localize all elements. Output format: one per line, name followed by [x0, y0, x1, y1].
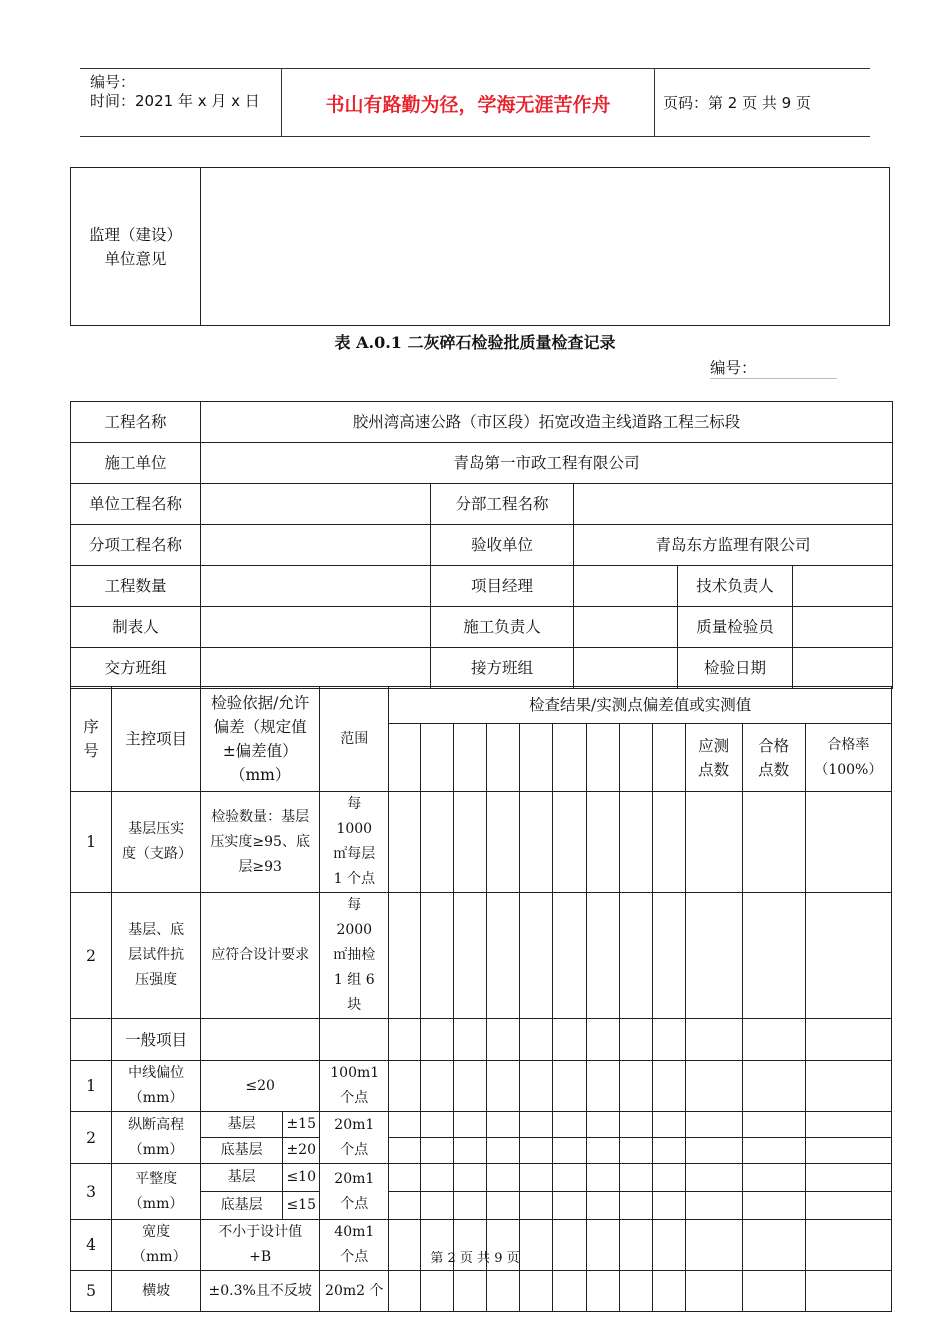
- motto: 书山有路勤为径，学海无涯苦作舟: [325, 94, 611, 116]
- table-title: 表 A.0.1 二灰碎石检验批质量检查记录: [334, 333, 616, 352]
- unit-project-value[interactable]: [201, 484, 431, 525]
- pass-rate-header: 合格率（100%）: [805, 724, 891, 792]
- header-divider: [654, 69, 655, 136]
- result-cell[interactable]: [520, 1112, 553, 1138]
- result-cell[interactable]: [389, 724, 421, 792]
- tabulator-value[interactable]: [201, 607, 431, 648]
- result-cell[interactable]: [619, 1138, 652, 1164]
- page-footer: 第 2 页 共 9 页: [430, 1251, 520, 1266]
- basis-header: 检验依据/允许偏差（规定值±偏差值）（mm）: [201, 687, 320, 792]
- result-cell[interactable]: [487, 1112, 520, 1138]
- result-cell[interactable]: [487, 1164, 520, 1192]
- result-cell[interactable]: [619, 792, 652, 893]
- row-no: 2: [71, 1112, 112, 1164]
- row-item: 基层压实度（支路）: [112, 792, 201, 893]
- result-cell[interactable]: [454, 792, 487, 893]
- result-cell[interactable]: [685, 893, 742, 1019]
- result-cell[interactable]: [520, 792, 553, 893]
- result-cell[interactable]: [652, 1138, 685, 1164]
- construction-lead-label: 施工负责人: [431, 607, 574, 648]
- row-range: 每 1000 ㎡每层 1 个点: [320, 792, 389, 893]
- row-basis: 应符合设计要求: [201, 893, 320, 1019]
- result-cell[interactable]: [421, 1112, 454, 1138]
- table-row: [71, 1271, 892, 1312]
- result-cell[interactable]: [652, 893, 685, 1019]
- check-table: [70, 686, 892, 1312]
- result-cell[interactable]: [619, 893, 652, 1019]
- result-cell[interactable]: [553, 1019, 586, 1061]
- result-cell[interactable]: [487, 1061, 520, 1112]
- result-cell[interactable]: [805, 1138, 891, 1164]
- result-cell[interactable]: [454, 1112, 487, 1138]
- row-range: 20m1 个点: [320, 1164, 389, 1220]
- record-number-label: 编号：: [710, 356, 837, 379]
- row-no: [71, 1019, 112, 1061]
- inspector-label: 质量检验员: [678, 607, 793, 648]
- row-no: 2: [71, 893, 112, 1019]
- result-cell[interactable]: [389, 792, 421, 893]
- result-cell[interactable]: [805, 1061, 891, 1112]
- row-tolerance: ≤10: [283, 1164, 320, 1192]
- construction-lead-value[interactable]: [574, 607, 678, 648]
- row-tolerance: ±15: [283, 1112, 320, 1138]
- result-cell[interactable]: [421, 1271, 454, 1312]
- contractor-value: 青岛第一市政工程有限公司: [201, 443, 893, 484]
- result-cell[interactable]: [487, 724, 520, 792]
- result-cell[interactable]: [742, 1192, 805, 1220]
- result-cell[interactable]: [553, 1271, 586, 1312]
- quantity-value[interactable]: [201, 566, 431, 607]
- result-cell[interactable]: [652, 724, 685, 792]
- result-cell[interactable]: [520, 1138, 553, 1164]
- measured-points-header: 应测点数: [685, 724, 742, 792]
- result-cell[interactable]: [553, 792, 586, 893]
- result-cell[interactable]: [742, 792, 805, 893]
- result-cell[interactable]: [805, 893, 891, 1019]
- header-divider: [281, 69, 282, 136]
- result-cell[interactable]: [805, 1019, 891, 1061]
- result-cell[interactable]: [454, 893, 487, 1019]
- result-cell[interactable]: [553, 1061, 586, 1112]
- result-cell[interactable]: [553, 1164, 586, 1192]
- main-items-header: 主控项目: [112, 687, 201, 792]
- inspection-date-label: 检验日期: [678, 648, 793, 689]
- result-cell[interactable]: [619, 1112, 652, 1138]
- acceptance-unit-value: 青岛东方监理有限公司: [574, 525, 893, 566]
- general-items-header: 一般项目: [112, 1019, 201, 1061]
- result-cell[interactable]: [652, 792, 685, 893]
- opinion-label: [71, 168, 201, 326]
- project-name-value: 胶州湾高速公路（市区段）拓宽改造主线道路工程三标段: [201, 402, 893, 443]
- result-cell[interactable]: [619, 1019, 652, 1061]
- result-cell[interactable]: [586, 1164, 619, 1192]
- header-bottom-rule: [80, 136, 870, 137]
- table-row: [71, 792, 892, 893]
- tech-lead-label: 技术负责人: [678, 566, 793, 607]
- header-top-rule: [80, 68, 870, 69]
- result-cell[interactable]: [520, 724, 553, 792]
- result-cell[interactable]: [389, 893, 421, 1019]
- result-cell[interactable]: [586, 792, 619, 893]
- row-range: 20m2 个: [320, 1271, 389, 1312]
- opinion-field[interactable]: [201, 168, 890, 326]
- result-cell[interactable]: [619, 1271, 652, 1312]
- sub-project-value[interactable]: [574, 484, 893, 525]
- result-cell[interactable]: [454, 1019, 487, 1061]
- results-header: 检查结果/实测点偏差值或实测值: [389, 687, 892, 724]
- row-range: [320, 1019, 389, 1061]
- qualified-points-header: 合格点数: [742, 724, 805, 792]
- row-range: 20m1 个点: [320, 1112, 389, 1164]
- result-cell[interactable]: [389, 1271, 421, 1312]
- result-cell[interactable]: [454, 1061, 487, 1112]
- result-cell[interactable]: [742, 1061, 805, 1112]
- result-cell[interactable]: [454, 1271, 487, 1312]
- inspector-value[interactable]: [793, 607, 893, 648]
- opinion-label-line2: 单位意见: [104, 249, 167, 268]
- project-name-label: 工程名称: [71, 402, 201, 443]
- result-cell[interactable]: [586, 1112, 619, 1138]
- takeover-team-label: 接方班组: [431, 648, 574, 689]
- row-item: 宽度（mm）: [112, 1220, 201, 1271]
- result-cell[interactable]: [685, 1019, 742, 1061]
- row-item: 基层、底层试件抗压强度: [112, 893, 201, 1019]
- result-cell[interactable]: [520, 1019, 553, 1061]
- row-layer: 底基层: [201, 1192, 283, 1220]
- result-cell[interactable]: [553, 1192, 586, 1220]
- result-cell[interactable]: [619, 1192, 652, 1220]
- result-cell[interactable]: [553, 1112, 586, 1138]
- row-basis: 检验数量：基层压实度≥95、底层≥93: [201, 792, 320, 893]
- row-layer: 基层: [201, 1112, 283, 1138]
- result-cell[interactable]: [454, 724, 487, 792]
- table-row: [71, 893, 892, 1019]
- result-cell[interactable]: [685, 1138, 742, 1164]
- result-cell[interactable]: [619, 724, 652, 792]
- result-cell[interactable]: [742, 1271, 805, 1312]
- doc-number-label: 编号：: [90, 73, 136, 91]
- result-cell[interactable]: [487, 792, 520, 893]
- row-item: 平整度（mm）: [112, 1164, 201, 1220]
- result-cell[interactable]: [586, 1019, 619, 1061]
- result-cell[interactable]: [421, 1061, 454, 1112]
- row-item: 中线偏位（mm）: [112, 1061, 201, 1112]
- result-cell[interactable]: [685, 792, 742, 893]
- result-cell[interactable]: [586, 1192, 619, 1220]
- result-cell[interactable]: [805, 1271, 891, 1312]
- result-cell[interactable]: [454, 1192, 487, 1220]
- table-row: [71, 1112, 892, 1138]
- result-cell[interactable]: [389, 1019, 421, 1061]
- item-project-label: 分项工程名称: [71, 525, 201, 566]
- inspection-date-value[interactable]: [793, 648, 893, 689]
- seq-header: 序号: [71, 687, 112, 792]
- result-cell[interactable]: [421, 1138, 454, 1164]
- handover-team-value[interactable]: [201, 648, 431, 689]
- result-cell[interactable]: [520, 1061, 553, 1112]
- table-row: [71, 1061, 892, 1112]
- result-cell[interactable]: [652, 1271, 685, 1312]
- result-cell[interactable]: [805, 1192, 891, 1220]
- result-cell[interactable]: [742, 1164, 805, 1192]
- handover-team-label: 交方班组: [71, 648, 201, 689]
- result-cell[interactable]: [454, 1164, 487, 1192]
- result-cell[interactable]: [421, 1019, 454, 1061]
- result-cell[interactable]: [389, 1138, 421, 1164]
- result-cell[interactable]: [742, 1019, 805, 1061]
- result-cell[interactable]: [685, 1112, 742, 1138]
- result-cell[interactable]: [652, 1192, 685, 1220]
- result-cell[interactable]: [685, 1192, 742, 1220]
- result-cell[interactable]: [553, 724, 586, 792]
- result-cell[interactable]: [805, 1164, 891, 1192]
- acceptance-unit-label: 验收单位: [431, 525, 574, 566]
- result-cell[interactable]: [520, 893, 553, 1019]
- result-cell[interactable]: [685, 1061, 742, 1112]
- item-project-value[interactable]: [201, 525, 431, 566]
- table-row: [71, 1164, 892, 1192]
- row-item: 纵断高程（mm）: [112, 1112, 201, 1164]
- result-cell[interactable]: [389, 1061, 421, 1112]
- row-no: 5: [71, 1271, 112, 1312]
- result-cell[interactable]: [553, 1138, 586, 1164]
- result-cell[interactable]: [742, 1138, 805, 1164]
- result-cell[interactable]: [421, 893, 454, 1019]
- quantity-label: 工程数量: [71, 566, 201, 607]
- result-cell[interactable]: [652, 1164, 685, 1192]
- contractor-label: 施工单位: [71, 443, 201, 484]
- takeover-team-value[interactable]: [574, 648, 678, 689]
- row-tolerance: ≤15: [283, 1192, 320, 1220]
- result-cell[interactable]: [487, 1138, 520, 1164]
- result-cell[interactable]: [586, 893, 619, 1019]
- pm-value[interactable]: [574, 566, 678, 607]
- row-no: 4: [71, 1220, 112, 1271]
- table-row: [71, 1019, 892, 1061]
- info-table: [70, 401, 893, 689]
- result-cell[interactable]: [652, 1112, 685, 1138]
- page-info: 页码：第 2 页 共 9 页: [663, 94, 811, 112]
- result-cell[interactable]: [520, 1164, 553, 1192]
- tech-lead-value[interactable]: [793, 566, 893, 607]
- result-cell[interactable]: [619, 1061, 652, 1112]
- result-cell[interactable]: [487, 1019, 520, 1061]
- row-range: 40m1 个点: [320, 1220, 389, 1271]
- result-cell[interactable]: [421, 1192, 454, 1220]
- result-cell[interactable]: [586, 724, 619, 792]
- result-cell[interactable]: [421, 724, 454, 792]
- result-cell[interactable]: [742, 893, 805, 1019]
- pm-label: 项目经理: [431, 566, 574, 607]
- opinion-label-line1: 监理（建设）: [88, 225, 182, 244]
- result-cell[interactable]: [586, 1138, 619, 1164]
- result-cell[interactable]: [389, 1112, 421, 1138]
- result-cell[interactable]: [421, 792, 454, 893]
- row-no: 1: [71, 1061, 112, 1112]
- result-cell[interactable]: [487, 1271, 520, 1312]
- row-range: 每 2000 ㎡抽检 1 组 6 块: [320, 893, 389, 1019]
- row-layer: 基层: [201, 1164, 283, 1192]
- range-header: 范围: [320, 687, 389, 792]
- result-cell[interactable]: [619, 1164, 652, 1192]
- result-cell[interactable]: [652, 1061, 685, 1112]
- tabulator-label: 制表人: [71, 607, 201, 648]
- result-cell[interactable]: [487, 1192, 520, 1220]
- row-no: 3: [71, 1164, 112, 1220]
- result-cell[interactable]: [520, 1192, 553, 1220]
- result-cell[interactable]: [553, 893, 586, 1019]
- result-cell[interactable]: [685, 1271, 742, 1312]
- result-cell[interactable]: [389, 1164, 421, 1192]
- doc-time-label: 时间：2021 年 x 月 x 日: [90, 92, 260, 110]
- row-basis: 不小于设计值+B: [201, 1220, 320, 1271]
- row-tolerance: ±20: [283, 1138, 320, 1164]
- row-basis: ±0.3%且不反坡: [201, 1271, 320, 1312]
- sub-project-label: 分部工程名称: [431, 484, 574, 525]
- row-layer: 底基层: [201, 1138, 283, 1164]
- result-cell[interactable]: [487, 893, 520, 1019]
- result-cell[interactable]: [586, 1061, 619, 1112]
- unit-project-label: 单位工程名称: [71, 484, 201, 525]
- result-cell[interactable]: [805, 792, 891, 893]
- row-basis: [201, 1019, 320, 1061]
- result-cell[interactable]: [454, 1138, 487, 1164]
- result-cell[interactable]: [421, 1164, 454, 1192]
- result-cell[interactable]: [586, 1271, 619, 1312]
- result-cell[interactable]: [742, 1112, 805, 1138]
- result-cell[interactable]: [389, 1192, 421, 1220]
- row-item: 横坡: [112, 1271, 201, 1312]
- result-cell[interactable]: [685, 1164, 742, 1192]
- row-no: 1: [71, 792, 112, 893]
- row-basis: ≤20: [201, 1061, 320, 1112]
- opinion-table: [70, 167, 890, 326]
- row-range: 100m1 个点: [320, 1061, 389, 1112]
- result-cell[interactable]: [652, 1019, 685, 1061]
- result-cell[interactable]: [520, 1271, 553, 1312]
- result-cell[interactable]: [805, 1112, 891, 1138]
